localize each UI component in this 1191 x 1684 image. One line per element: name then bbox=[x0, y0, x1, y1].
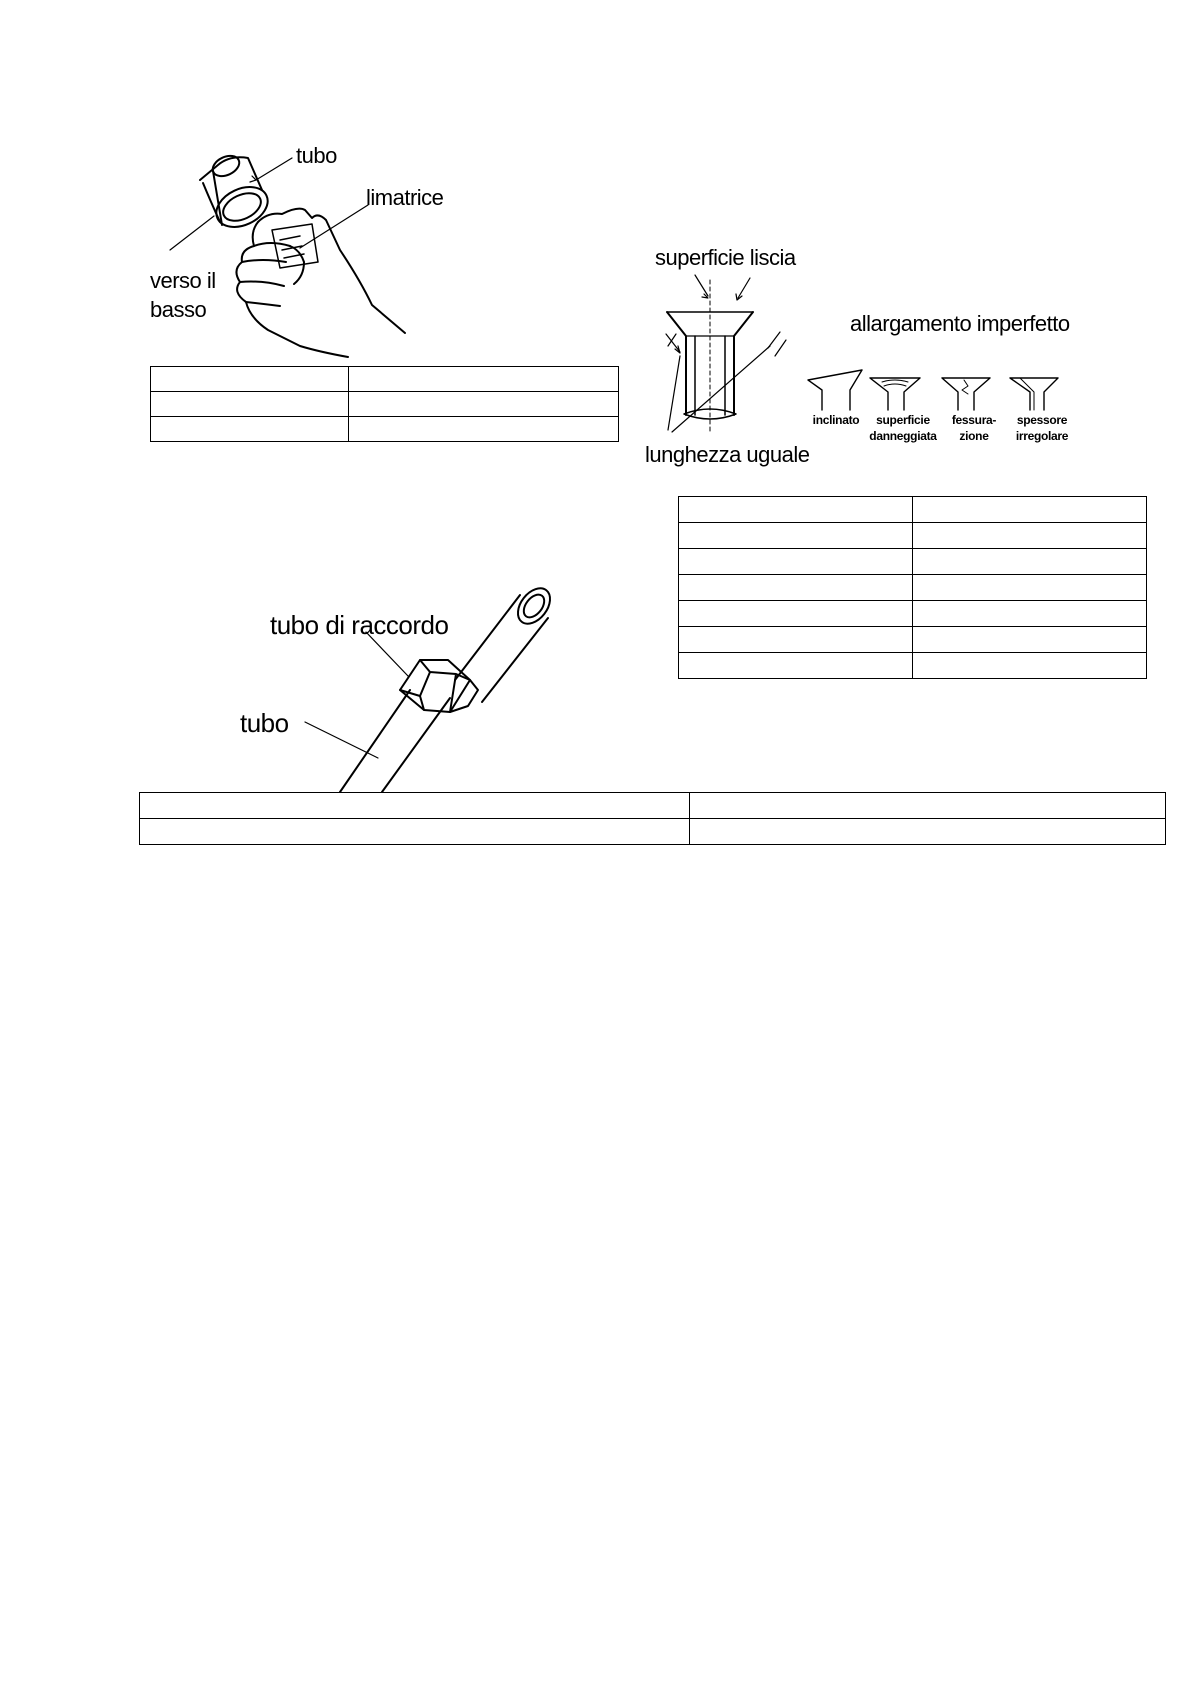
defect-icon-uneven-thickness bbox=[1010, 378, 1058, 410]
label-equal-length: lunghezza uguale bbox=[645, 442, 810, 467]
defect-label-inclined: inclinato bbox=[812, 413, 860, 427]
table-cell bbox=[913, 523, 1147, 549]
table-cell bbox=[690, 819, 1166, 845]
defect-icon-crack bbox=[942, 378, 990, 410]
table-cell bbox=[913, 575, 1147, 601]
connector-tube-end bbox=[511, 582, 556, 630]
hand-filing-illustration bbox=[170, 152, 405, 357]
table-cell bbox=[151, 392, 349, 417]
table-a bbox=[150, 366, 619, 442]
table-cell bbox=[679, 601, 913, 627]
table-cell bbox=[913, 653, 1147, 679]
table-b bbox=[678, 496, 1147, 679]
defect-label-uneven-thickness: spessore irregolare bbox=[1015, 413, 1069, 443]
defect-label-crack: fessura- zione bbox=[951, 413, 997, 443]
label-imperfect-flare: allargamento imperfetto bbox=[850, 311, 1070, 336]
pipe-leader-line bbox=[305, 722, 378, 758]
equal-length-leader-line bbox=[668, 356, 680, 430]
label-down-line1: verso il bbox=[150, 268, 216, 293]
table-cell bbox=[349, 367, 619, 392]
defect-icon-inclined bbox=[808, 370, 862, 410]
table-row bbox=[679, 653, 1147, 679]
table-cell bbox=[349, 417, 619, 442]
table-cell bbox=[690, 793, 1166, 819]
equal-length-label-clip bbox=[645, 442, 897, 472]
table-cell bbox=[913, 549, 1147, 575]
label-smooth-surface: superficie liscia bbox=[655, 245, 796, 270]
defect-icon-damaged-surface bbox=[870, 378, 920, 410]
table-row bbox=[679, 601, 1147, 627]
down-leader-line bbox=[170, 216, 214, 250]
hand-illustration bbox=[236, 209, 405, 357]
table-row bbox=[679, 575, 1147, 601]
table-row bbox=[140, 793, 1166, 819]
table-cell bbox=[913, 627, 1147, 653]
table-cell bbox=[679, 549, 913, 575]
table-cell bbox=[679, 627, 913, 653]
table-cell bbox=[151, 367, 349, 392]
table-cell bbox=[679, 523, 913, 549]
label-tube: tubo bbox=[296, 143, 337, 168]
table-row bbox=[679, 627, 1147, 653]
table-cell bbox=[349, 392, 619, 417]
table-row bbox=[679, 549, 1147, 575]
table-cell bbox=[679, 497, 913, 523]
table-row bbox=[151, 417, 619, 442]
table-row bbox=[151, 392, 619, 417]
table-row bbox=[679, 523, 1147, 549]
table-cell bbox=[140, 793, 690, 819]
connector-tube-body bbox=[455, 595, 548, 702]
tube-leader-line bbox=[256, 158, 292, 180]
table-row bbox=[679, 497, 1147, 523]
flare-nut bbox=[400, 660, 478, 712]
defect-icons bbox=[808, 370, 1058, 410]
pipe-body bbox=[340, 690, 450, 792]
table-row bbox=[151, 367, 619, 392]
table-cell bbox=[913, 497, 1147, 523]
table-cell bbox=[679, 653, 913, 679]
label-connector-tube: tubo di raccordo bbox=[270, 610, 449, 640]
label-pipe: tubo bbox=[240, 708, 289, 738]
label-down-line2: basso bbox=[150, 297, 207, 322]
table-c bbox=[139, 792, 1166, 845]
label-file: limatrice bbox=[366, 185, 444, 210]
table-cell bbox=[913, 601, 1147, 627]
file-leader-line bbox=[300, 205, 368, 248]
defect-label-damaged-surface: superficie danneggiata bbox=[869, 413, 937, 443]
smooth-label-clip bbox=[655, 245, 897, 275]
table-cell bbox=[151, 417, 349, 442]
table-row bbox=[140, 819, 1166, 845]
table-cell bbox=[679, 575, 913, 601]
tube-illustration bbox=[200, 152, 274, 235]
file-tool-illustration bbox=[272, 224, 318, 268]
table-cell bbox=[140, 819, 690, 845]
flare-section-illustration bbox=[666, 275, 786, 432]
